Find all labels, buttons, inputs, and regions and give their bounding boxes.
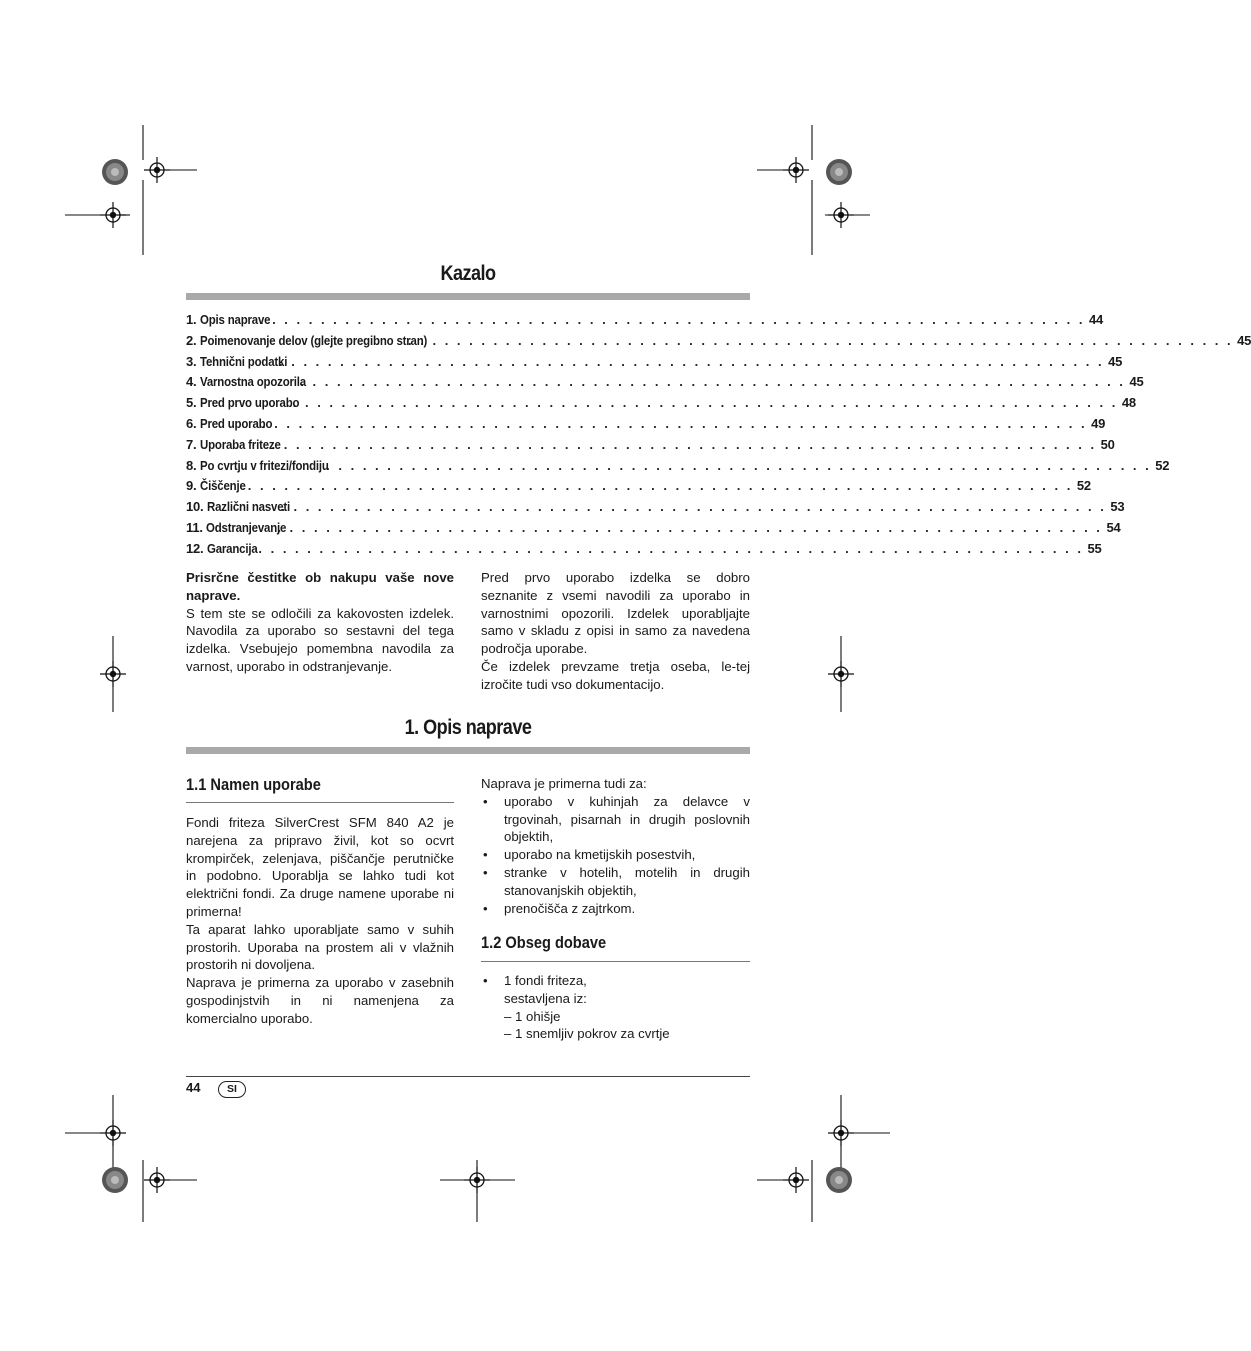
toc-label: Varnostna opozorila bbox=[199, 374, 306, 390]
intro-right-paragraph-2: Če izdelek prevzame tretja oseba, le-tej izročite tudi vso dokumentacijo. bbox=[481, 658, 750, 692]
toc-label: Po cvrtju v fritezi/fondiju bbox=[199, 457, 329, 473]
title-divider bbox=[186, 293, 750, 300]
subsection-rule bbox=[481, 961, 750, 962]
toc-leader: . . . . . . . . . . . . . . . . . . . . . . . . . . . . . . . . . . . . . . . . . . . . . . . . . . . . . . . . . . . . . . . . . . . . bbox=[261, 415, 1088, 431]
toc-label: Tehnični podatki bbox=[199, 353, 288, 369]
part-item: – 1 snemljiv pokrov za cvrtje bbox=[504, 1026, 670, 1042]
toc-label: Garancija bbox=[206, 540, 258, 556]
toc-label: Uporaba friteze bbox=[199, 436, 281, 452]
toc-number: 5. bbox=[186, 395, 197, 411]
toc-number: 10. bbox=[186, 499, 204, 515]
toc-page: 54 bbox=[1106, 519, 1121, 535]
page-title: Kazalo bbox=[440, 262, 496, 285]
toc-number: 12. bbox=[186, 540, 204, 556]
toc-leader: . . . . . . . . . . . . . . . . . . . . . . . . . . . . . . . . . . . . . . . . . . . . . . . . . . . . . . . . . . . . . . . . . . . . bbox=[247, 478, 1073, 494]
toc-leader: . . . . . . . . . . . . . . . . . . . . . . . . . . . . . . . . . . . . . . . . . . . . . . . . . . . . . . . . . . . . . . . . . . . . bbox=[281, 499, 1107, 515]
table-of-contents bbox=[186, 312, 1251, 562]
toc-number: 1. bbox=[186, 312, 197, 327]
toc-leader: . . . . . . . . . . . . . . . . . . . . . . . . . . . . . . . . . . . . . . . . . . . . . . . . . . . . . . . . . . . . . . . . . . . . bbox=[277, 519, 1103, 535]
toc-label: Odstranjevanje bbox=[206, 519, 287, 535]
toc-leader: . . . . . . . . . . . . . . . . . . . . . . . . . . . . . . . . . . . . . . . . . . . . . . . . . . . . . . . . . . . . . . . . . . . . bbox=[326, 457, 1152, 473]
toc-page: 44 bbox=[1088, 312, 1104, 327]
toc-page: 45 bbox=[1108, 353, 1123, 369]
toc-page: 45 bbox=[1129, 374, 1144, 390]
toc-leader: . . . . . . . . . . . . . . . . . . . . . . . . . . . . . . . . . . . . . . . . . . . . . . . . . . . . . . . . . . . . . . . . . . . . bbox=[271, 436, 1097, 452]
subsection-rule bbox=[186, 802, 454, 803]
toc-number: 2. bbox=[186, 332, 197, 348]
toc-page: 53 bbox=[1110, 499, 1125, 515]
toc-page: 50 bbox=[1100, 436, 1115, 452]
toc-leader: . . . . . . . . . . . . . . . . . . . . . . . . . . . . . . . . . . . . . . . . . . . . . . . . . . . . . . . . . . . . . . . . . . . . bbox=[408, 332, 1234, 348]
purpose-paragraph-3: Naprava je primerna za uporabo v zasebnih gospodinjstvih in ni namenjena za komercialno uporabo. bbox=[186, 975, 454, 1026]
toc-label: Čiščenje bbox=[199, 478, 246, 494]
toc-leader: . . . . . . . . . . . . . . . . . . . . . . . . . . . . . . . . . . . . . . . . . . . . . . . . . . . . . . . . . . . . . . . . . . . . bbox=[279, 353, 1105, 369]
purpose-paragraph-2: Ta aparat lahko uporabljate samo v suhih prostorih. Uporaba na prostem ali v vlažnih prostorih ni dovoljena. bbox=[186, 921, 454, 973]
intro-right-column bbox=[481, 569, 750, 694]
toc-row[interactable] bbox=[186, 540, 1102, 562]
section-title: 1. Opis naprave bbox=[404, 716, 532, 739]
list-item: • prenočišča z zajtrkom. bbox=[483, 900, 636, 916]
toc-leader: . . . . . . . . . . . . . . . . . . . . . . . . . . . . . . . . . . . . . . . . . . . . . . . . . . . . . . . . . . . . . . . . . . . . bbox=[292, 395, 1118, 411]
purpose-paragraph-1: Fondi friteza SilverCrest SFM 840 A2 je narejena za pripravo živil, kot so ocvrt krompirček, zelenjava, piščančje perutničke in podobno. Uporablja se lahko tudi kot električni fondi. Za druge namene uporabe ni primerna! bbox=[186, 815, 454, 919]
delivery-list bbox=[481, 972, 750, 1043]
list-item: • stranke v hotelih, motelih in drugih stanovanjskih objektih, bbox=[483, 864, 750, 898]
toc-row[interactable] bbox=[186, 457, 1170, 479]
subsection-title-delivery: 1.2 Obseg dobave bbox=[481, 933, 607, 952]
toc-number: 11. bbox=[186, 519, 203, 535]
toc-label: Poimenovanje delov (glejte pregibno stran) bbox=[199, 332, 428, 348]
toc-number: 3. bbox=[186, 353, 197, 369]
toc-number: 9. bbox=[186, 478, 197, 494]
toc-row[interactable] bbox=[186, 415, 1106, 437]
toc-row[interactable] bbox=[186, 519, 1121, 541]
suitable-uses-list bbox=[481, 793, 750, 918]
toc-row[interactable] bbox=[186, 478, 1091, 499]
intro-left-text: S tem ste se odločili za kakovosten izdelek. Navodila za uporabo so sestavni del tega izdelka. Vsebujejo pomembna navodila za varnost, uporabo in odstranjevanje. bbox=[186, 605, 454, 674]
toc-row[interactable] bbox=[186, 332, 1251, 354]
toc-number: 8. bbox=[186, 457, 197, 473]
list-item: • uporabo na kmetijskih posestvih, bbox=[483, 847, 696, 863]
toc-row[interactable] bbox=[186, 312, 1104, 333]
intro-heading: Prisrčne čestitke ob nakupu vaše nove naprave. bbox=[186, 570, 454, 603]
part-item: – 1 ohišje bbox=[504, 1008, 561, 1024]
toc-page: 48 bbox=[1121, 395, 1136, 411]
purpose-column bbox=[186, 814, 454, 1028]
list-item: • 1 fondi friteza, sestavljena iz: – 1 ohišje – 1 snemljiv pokrov za cvrtje bbox=[483, 973, 670, 1042]
toc-row[interactable] bbox=[186, 374, 1144, 395]
toc-leader: . . . . . . . . . . . . . . . . . . . . . . . . . . . . . . . . . . . . . . . . . . . . . . . . . . . . . . . . . . . . . . . . . . . . bbox=[259, 312, 1085, 327]
suitable-uses-column bbox=[481, 775, 750, 917]
toc-page: 52 bbox=[1076, 478, 1091, 494]
language-badge: SI bbox=[218, 1081, 246, 1098]
toc-label: Opis naprave bbox=[199, 312, 271, 327]
toc-label: Različni nasveti bbox=[206, 499, 290, 515]
subsection-title-purpose: 1.1 Namen uporabe bbox=[186, 775, 321, 794]
footer-rule bbox=[186, 1076, 750, 1077]
toc-label: Pred prvo uporabo bbox=[199, 395, 300, 411]
list-item: • uporabo v kuhinjah za delavce v trgovinah, pisarnah in drugih poslovnih objektih, bbox=[483, 793, 750, 845]
intro-left-column bbox=[186, 569, 454, 676]
toc-page: 49 bbox=[1091, 415, 1106, 431]
toc-leader: . . . . . . . . . . . . . . . . . . . . . . . . . . . . . . . . . . . . . . . . . . . . . . . . . . . . . . . . . . . . . . . . . . . . bbox=[300, 374, 1126, 390]
toc-row[interactable] bbox=[186, 436, 1115, 458]
toc-label: Pred uporabo bbox=[199, 415, 273, 431]
toc-page: 45 bbox=[1237, 332, 1251, 348]
toc-leader: . . . . . . . . . . . . . . . . . . . . . . . . . . . . . . . . . . . . . . . . . . . . . . . . . . . . . . . . . . . . . . . . . . . . bbox=[258, 540, 1084, 556]
intro-right-paragraph-1: Pred prvo uporabo izdelka se dobro seznanite z vsemi navodili za uporabo in varnostnimi opozorili. Izdelek uporabljajte samo v skladu z opisi in samo za navedena področja uporabe. bbox=[481, 570, 750, 657]
delivery-column bbox=[481, 972, 750, 1043]
toc-row[interactable] bbox=[186, 499, 1125, 520]
toc-number: 6. bbox=[186, 415, 197, 431]
section-divider bbox=[186, 747, 750, 754]
toc-number: 4. bbox=[186, 374, 197, 390]
toc-page: 55 bbox=[1087, 540, 1102, 556]
toc-number: 7. bbox=[186, 436, 197, 452]
page-number: 44 bbox=[186, 1080, 201, 1095]
suitable-uses-intro: Naprava je primerna tudi za: bbox=[481, 776, 647, 791]
toc-row[interactable] bbox=[186, 395, 1136, 416]
toc-page: 52 bbox=[1155, 457, 1170, 473]
toc-row[interactable] bbox=[186, 353, 1123, 375]
